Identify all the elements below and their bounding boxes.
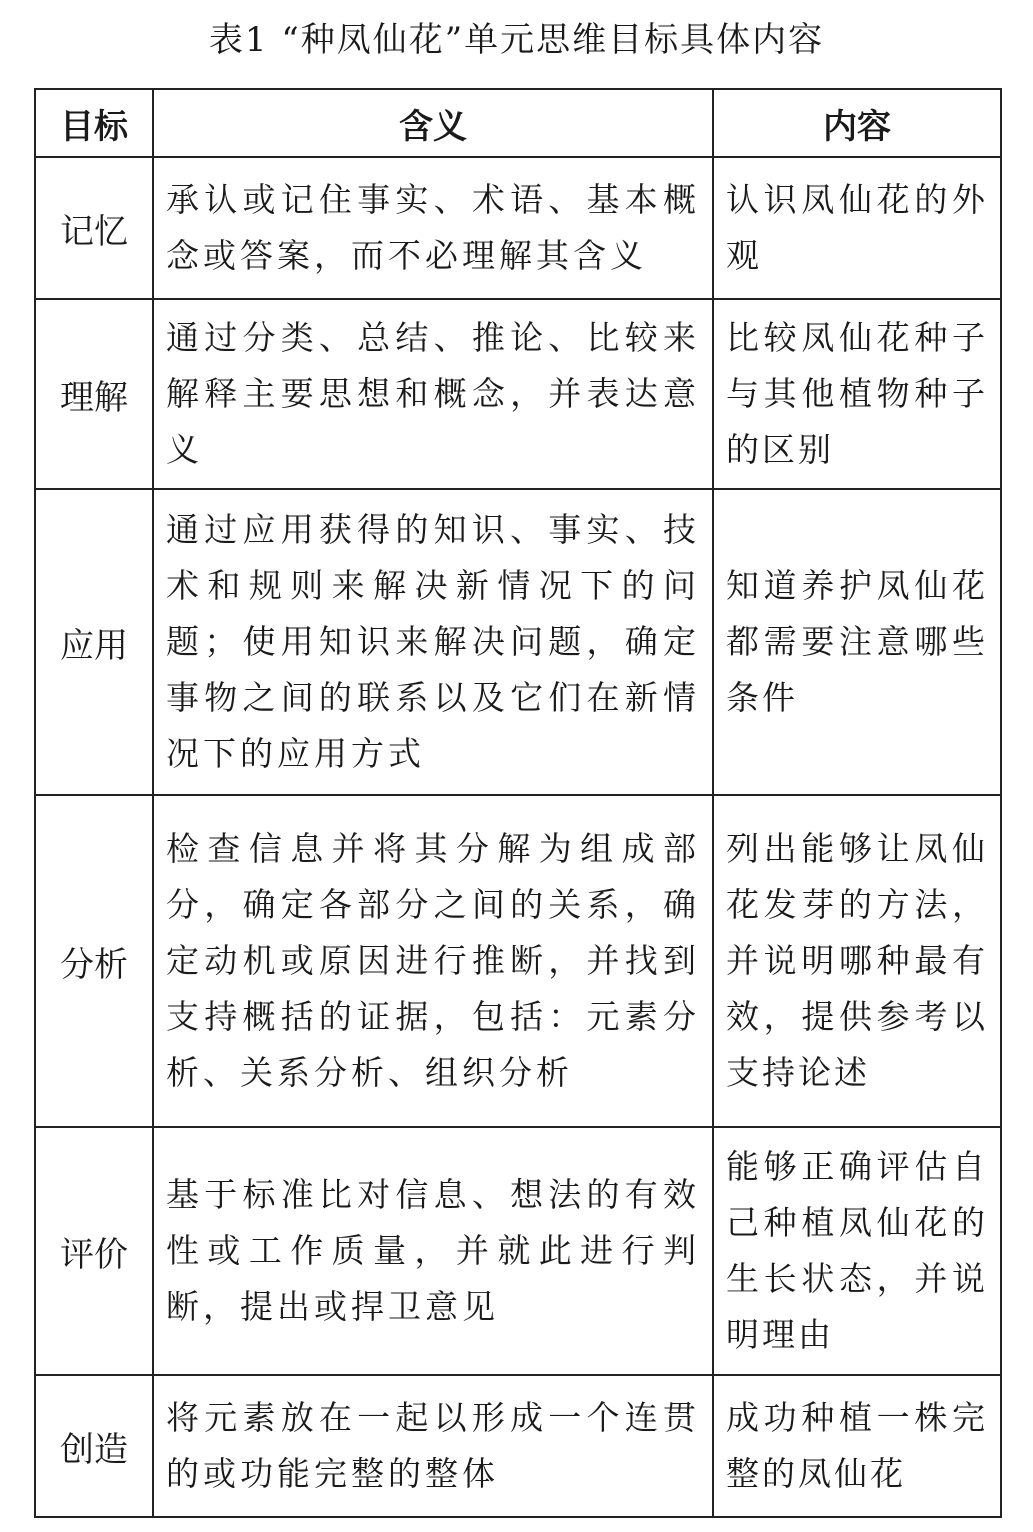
content-cell: 成功种植一株完整的凤仙花 [713, 1375, 1001, 1517]
goal-cell: 理解 [35, 299, 153, 489]
meaning-cell: 通过分类、总结、推论、比较来解释主要思想和概念，并表达意义 [153, 299, 713, 489]
table-row [35, 489, 1001, 795]
goals-table [34, 88, 1002, 1518]
header-meaning: 含义 [153, 89, 713, 157]
table-row [35, 157, 1001, 299]
goal-cell: 创造 [35, 1375, 153, 1517]
table-row [35, 795, 1001, 1127]
meaning-cell: 承认或记住事实、术语、基本概念或答案，而不必理解其含义 [153, 157, 713, 299]
table-caption: 表1 “种凤仙花”单元思维目标具体内容 [208, 20, 825, 60]
meaning-cell: 基于标准比对信息、想法的有效性或工作质量，并就此进行判断，提出或捍卫意见 [153, 1127, 713, 1375]
content-cell: 能够正确评估自己种植凤仙花的生长状态，并说明理由 [713, 1127, 1001, 1375]
content-cell: 知道养护凤仙花都需要注意哪些条件 [713, 489, 1001, 795]
header-goal: 目标 [35, 89, 153, 157]
goal-cell: 记忆 [35, 157, 153, 299]
meaning-cell: 检查信息并将其分解为组成部分，确定各部分之间的关系，确定动机或原因进行推断，并找到支持概括的证据，包括：元素分析、关系分析、组织分析 [153, 795, 713, 1127]
header-row [35, 89, 1001, 157]
meaning-cell: 将元素放在一起以形成一个连贯的或功能完整的整体 [153, 1375, 713, 1517]
content-cell: 列出能够让凤仙花发芽的方法，并说明哪种最有效，提供参考以支持论述 [713, 795, 1001, 1127]
goal-cell: 应用 [35, 489, 153, 795]
content-cell: 认识凤仙花的外观 [713, 157, 1001, 299]
goal-cell: 分析 [35, 795, 153, 1127]
meaning-cell: 通过应用获得的知识、事实、技术和规则来解决新情况下的问题；使用知识来解决问题，确定事物之间的联系以及它们在新情况下的应用方式 [153, 489, 713, 795]
header-content: 内容 [713, 89, 1001, 157]
content-cell: 比较凤仙花种子与其他植物种子的区别 [713, 299, 1001, 489]
table-row [35, 1375, 1001, 1517]
goal-cell: 评价 [35, 1127, 153, 1375]
table-row [35, 299, 1001, 489]
table-row [35, 1127, 1001, 1375]
